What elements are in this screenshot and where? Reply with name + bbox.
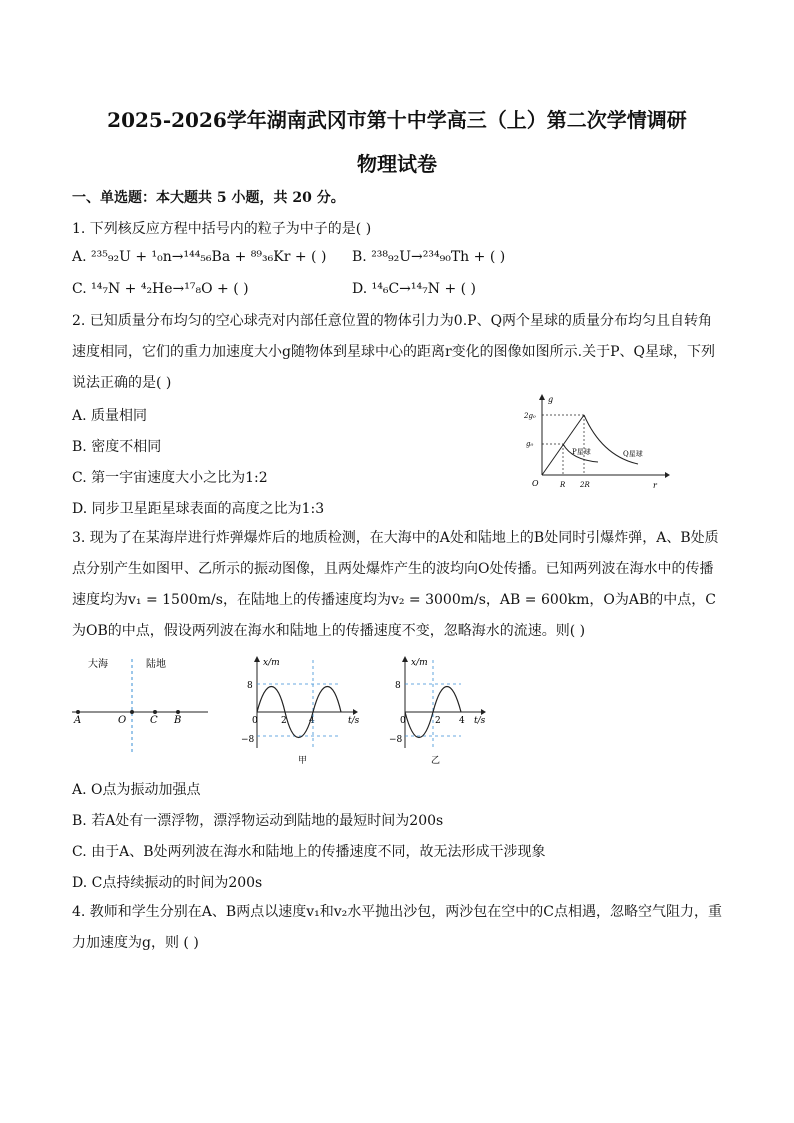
r-axis-label: r — [653, 481, 657, 490]
jia-y-label: x/m — [263, 658, 280, 668]
jia-tick-0: 0 — [252, 716, 258, 726]
q2-option-c: C. 第一宇宙速度大小之比为1:2 — [72, 470, 268, 486]
g-axis-label: g — [548, 395, 554, 404]
jia-tick-8: 8 — [247, 681, 253, 691]
q3-map-diagram — [70, 655, 210, 755]
yi-tick-neg8: −8 — [389, 735, 403, 745]
point-b-label: B — [174, 715, 182, 726]
q1-stem: 1. 下列核反应方程中括号内的粒子为中子的是( ) — [72, 221, 372, 237]
yi-tick-0: 0 — [400, 716, 406, 726]
x-tick-R: R — [560, 481, 566, 489]
q3-option-a: A. O点为振动加强点 — [72, 782, 201, 798]
yi-tick-2: 2 — [435, 716, 441, 726]
y-tick-2g0: 2g₀ — [524, 412, 536, 420]
page-subtitle: 物理试卷 — [357, 152, 437, 176]
curve-q-label: Q星球 — [623, 450, 643, 458]
q2-gravity-graph — [520, 392, 670, 492]
q2-option-d: D. 同步卫星距星球表面的高度之比为1:3 — [72, 501, 325, 517]
q3-stem: 3. 现为了在某海岸进行炸弹爆炸后的地质检测，在大海中的A处和陆地上的B处同时引爆炸弹，A、B处质点分别产生如图甲、乙所示的振动图像，且两处爆炸产生的波均向O处传播。已知两列波在海水中的传播速度均为v₁ = 1500m/s，在陆地上的传播速度均为v₂ = 3000m/s，AB = 600km，O为AB的中点，C为OB的中点，假设两列波在海水和陆地上的传播速度不变，忽略海水的流速。则( ) — [72, 530, 719, 639]
point-c-label: C — [150, 715, 158, 726]
jia-x-label: t/s — [348, 716, 360, 726]
yi-tick-8: 8 — [395, 681, 401, 691]
q3-option-c: C. 由于A、B处两列波在海水和陆地上的传播速度不同，故无法形成干涉现象 — [72, 844, 546, 860]
q2-stem: 2. 已知质量分布均匀的空心球壳对内部任意位置的物体引力为0.P、Q两个星球的质量分布均匀且自转角速度相同，它们的重力加速度大小g随物体到星球中心的距离r变化的图像如图所示.关于P、Q星球，下列说法正确的是( ) — [72, 313, 715, 391]
q1-option-c: C. ¹⁴₇N + ⁴₂He→¹⁷₈O + ( ) — [72, 281, 249, 297]
page-title: 2025-2026学年湖南武冈市第十中学高三（上）第二次学情调研 — [107, 108, 687, 132]
yi-caption: 乙 — [431, 756, 441, 766]
q3-vibration-graph-jia — [235, 652, 365, 767]
q4-stem: 4. 教师和学生分别在A、B两点以速度v₁和v₂水平抛出沙包，两沙包在空中的C点相遇，忽略空气阻力，重力加速度为g，则 ( ) — [72, 904, 722, 951]
q3-vibration-graph-yi — [383, 652, 493, 767]
jia-tick-2: 2 — [281, 716, 287, 726]
q1-option-d: D. ¹⁴₆C→¹⁴₇N + ( ) — [352, 281, 476, 297]
point-a-label: A — [74, 715, 82, 726]
jia-tick-4: 4 — [309, 716, 315, 726]
sea-label: 大海 — [88, 659, 108, 670]
q3-option-b: B. 若A处有一漂浮物，漂浮物运动到陆地的最短时间为200s — [72, 813, 444, 829]
yi-y-label: x/m — [411, 658, 428, 668]
jia-tick-neg8: −8 — [241, 735, 255, 745]
q3-option-d: D. C点持续振动的时间为200s — [72, 875, 263, 891]
section-heading: 一、单选题：本大题共 5 小题，共 20 分。 — [72, 190, 345, 206]
jia-caption: 甲 — [298, 756, 308, 766]
q2-option-b: B. 密度不相同 — [72, 439, 162, 455]
x-tick-2R: 2R — [580, 481, 590, 489]
origin-label: O — [532, 479, 539, 488]
q1-option-a: A. ²³⁵₉₂U + ¹₀n→¹⁴⁴₅₆Ba + ⁸⁹₃₆Kr + ( ) — [72, 249, 327, 265]
land-label: 陆地 — [146, 659, 166, 670]
yi-x-label: t/s — [474, 716, 486, 726]
q1-option-b: B. ²³⁸₉₂U→²³⁴₉₀Th + ( ) — [352, 249, 506, 265]
yi-tick-4: 4 — [459, 716, 465, 726]
curve-p-label: P星球 — [572, 448, 591, 456]
q2-option-a: A. 质量相同 — [72, 408, 148, 424]
point-o-label: O — [118, 715, 127, 726]
y-tick-g0: g₀ — [526, 440, 534, 448]
